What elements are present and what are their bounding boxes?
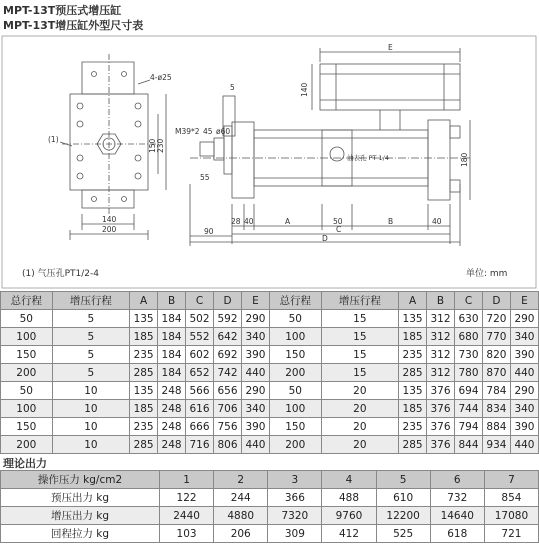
table-cell: 248 bbox=[158, 436, 186, 454]
table-cell: 5 bbox=[52, 310, 129, 328]
table-cell: 390 bbox=[510, 346, 538, 364]
table-cell: 525 bbox=[376, 525, 430, 543]
table-cell: 784 bbox=[482, 382, 510, 400]
dim-B-label: B bbox=[388, 217, 394, 226]
dim-230-label: 230 bbox=[156, 138, 165, 153]
dim-E-label: E bbox=[388, 43, 393, 52]
table-cell: 235 bbox=[130, 346, 158, 364]
table-cell: 248 bbox=[158, 418, 186, 436]
table-cell: 756 bbox=[214, 418, 242, 436]
table-cell: 552 bbox=[186, 328, 214, 346]
table-cell: 488 bbox=[322, 489, 376, 507]
table-cell: 20 bbox=[321, 382, 398, 400]
table-cell: 780 bbox=[455, 364, 483, 382]
table-cell: 200 bbox=[1, 364, 53, 382]
page-title: MPT-13T预压式增压缸 bbox=[3, 4, 122, 17]
dimension-header-cell: B bbox=[427, 292, 455, 310]
table-cell: 135 bbox=[130, 382, 158, 400]
table-cell: 706 bbox=[214, 400, 242, 418]
table-cell: 884 bbox=[482, 418, 510, 436]
table-cell: 340 bbox=[241, 400, 269, 418]
dimension-header-cell: A bbox=[130, 292, 158, 310]
table-cell: 376 bbox=[427, 418, 455, 436]
thread-60-label: ø60 bbox=[216, 127, 231, 136]
table-cell: 10 bbox=[52, 400, 129, 418]
table-cell: 6 bbox=[430, 471, 484, 489]
dimension-table bbox=[0, 291, 539, 454]
thread-m39-label: M39*2 bbox=[175, 127, 200, 136]
table-cell: 100 bbox=[1, 400, 53, 418]
dimension-header-cell: C bbox=[186, 292, 214, 310]
port-1-label: (1) bbox=[48, 135, 59, 144]
table-row bbox=[1, 507, 539, 525]
table-cell: 15 bbox=[321, 364, 398, 382]
table-cell: 666 bbox=[186, 418, 214, 436]
table-cell: 185 bbox=[130, 328, 158, 346]
table-cell: 610 bbox=[376, 489, 430, 507]
table-cell: 694 bbox=[455, 382, 483, 400]
table-cell: 5 bbox=[52, 346, 129, 364]
table-cell: 248 bbox=[158, 400, 186, 418]
table-cell: 150 bbox=[1, 418, 53, 436]
table-cell: 20 bbox=[321, 400, 398, 418]
table-cell: 200 bbox=[269, 364, 321, 382]
dimension-header-cell: 总行程 bbox=[269, 292, 321, 310]
table-cell: 15 bbox=[321, 328, 398, 346]
table-cell: 312 bbox=[427, 328, 455, 346]
thread-45-label: 45 bbox=[203, 127, 213, 136]
table-cell: 652 bbox=[186, 364, 214, 382]
table-cell: 235 bbox=[130, 418, 158, 436]
table-cell: 390 bbox=[241, 346, 269, 364]
dim-40a-label: 40 bbox=[244, 217, 254, 226]
table-cell: 185 bbox=[399, 328, 427, 346]
table-cell: 248 bbox=[158, 382, 186, 400]
table-cell: 616 bbox=[186, 400, 214, 418]
dimension-header-cell: B bbox=[158, 292, 186, 310]
table-cell: 376 bbox=[427, 436, 455, 454]
dim-140-label: 140 bbox=[102, 215, 117, 224]
table-cell: 17080 bbox=[484, 507, 538, 525]
table-cell: 14640 bbox=[430, 507, 484, 525]
dim-40b-label: 40 bbox=[432, 217, 442, 226]
dimension-header-cell: C bbox=[455, 292, 483, 310]
dim-50-label: 50 bbox=[333, 217, 343, 226]
dim-A-label: A bbox=[285, 217, 291, 226]
table-cell: 10 bbox=[52, 436, 129, 454]
table-cell: 增压出力 kg bbox=[1, 507, 160, 525]
table-cell: 642 bbox=[214, 328, 242, 346]
table-cell: 566 bbox=[186, 382, 214, 400]
table-cell: 7 bbox=[484, 471, 538, 489]
table-cell: 150 bbox=[1, 346, 53, 364]
table-cell: 2 bbox=[214, 471, 268, 489]
table-cell: 135 bbox=[130, 310, 158, 328]
table-cell: 290 bbox=[510, 382, 538, 400]
table-cell: 309 bbox=[268, 525, 322, 543]
table-cell: 680 bbox=[455, 328, 483, 346]
table-cell: 340 bbox=[510, 400, 538, 418]
dimension-header-cell: E bbox=[241, 292, 269, 310]
table-cell: 834 bbox=[482, 400, 510, 418]
table-cell: 235 bbox=[399, 346, 427, 364]
table-cell: 440 bbox=[510, 364, 538, 382]
table-cell: 100 bbox=[1, 328, 53, 346]
table-cell: 340 bbox=[241, 328, 269, 346]
table-cell: 3 bbox=[268, 471, 322, 489]
dim-D-label: D bbox=[322, 234, 328, 243]
table-cell: 5 bbox=[52, 328, 129, 346]
table-cell: 290 bbox=[241, 382, 269, 400]
table-cell: 794 bbox=[455, 418, 483, 436]
table-cell: 100 bbox=[269, 400, 321, 418]
table-row bbox=[1, 525, 539, 543]
table-cell: 656 bbox=[214, 382, 242, 400]
dim-5-label: 5 bbox=[230, 83, 235, 92]
table-cell: 630 bbox=[455, 310, 483, 328]
table-cell: 390 bbox=[510, 418, 538, 436]
force-table-header bbox=[1, 471, 539, 489]
table-row bbox=[1, 364, 539, 382]
table-cell: 720 bbox=[482, 310, 510, 328]
oil-port-label: 油表孔 PT 1/4 bbox=[347, 154, 389, 162]
dimension-table-header bbox=[1, 292, 539, 310]
table-cell: 185 bbox=[130, 400, 158, 418]
table-cell: 732 bbox=[430, 489, 484, 507]
table-cell: 692 bbox=[214, 346, 242, 364]
dimension-header-cell: 总行程 bbox=[1, 292, 53, 310]
table-cell: 10 bbox=[52, 382, 129, 400]
technical-drawing bbox=[0, 34, 539, 290]
table-cell: 312 bbox=[427, 346, 455, 364]
dimension-header-cell: E bbox=[510, 292, 538, 310]
table-cell: 50 bbox=[1, 382, 53, 400]
table-cell: 15 bbox=[321, 346, 398, 364]
table-cell: 312 bbox=[427, 364, 455, 382]
table-cell: 806 bbox=[214, 436, 242, 454]
table-cell: 50 bbox=[1, 310, 53, 328]
table-cell: 716 bbox=[186, 436, 214, 454]
table-cell: 290 bbox=[241, 310, 269, 328]
table-row bbox=[1, 418, 539, 436]
force-section-title: 理论出力 bbox=[3, 457, 47, 470]
dim-180-label: 180 bbox=[460, 152, 469, 167]
dim-200-label: 200 bbox=[102, 225, 117, 234]
table-cell: 592 bbox=[214, 310, 242, 328]
table-cell: 12200 bbox=[376, 507, 430, 525]
table-cell: 200 bbox=[1, 436, 53, 454]
table-cell: 9760 bbox=[322, 507, 376, 525]
table-row bbox=[1, 310, 539, 328]
table-cell: 390 bbox=[241, 418, 269, 436]
table-cell: 412 bbox=[322, 525, 376, 543]
table-cell: 操作压力 kg/cm2 bbox=[1, 471, 160, 489]
table-row bbox=[1, 328, 539, 346]
table-cell: 854 bbox=[484, 489, 538, 507]
table-cell: 184 bbox=[158, 310, 186, 328]
table-cell: 285 bbox=[399, 364, 427, 382]
dimension-header-cell: A bbox=[399, 292, 427, 310]
table-row bbox=[1, 400, 539, 418]
table-cell: 844 bbox=[455, 436, 483, 454]
table-cell: 50 bbox=[269, 382, 321, 400]
table-cell: 502 bbox=[186, 310, 214, 328]
table-cell: 770 bbox=[482, 328, 510, 346]
table-cell: 285 bbox=[130, 364, 158, 382]
air-port-note: (1) 气压孔PT1/2-4 bbox=[22, 269, 99, 279]
table-cell: 285 bbox=[399, 436, 427, 454]
table-cell: 312 bbox=[427, 310, 455, 328]
table-cell: 744 bbox=[455, 400, 483, 418]
table-cell: 100 bbox=[269, 328, 321, 346]
table-cell: 150 bbox=[269, 346, 321, 364]
dim-C-label: C bbox=[336, 225, 342, 234]
hole-callout-label: 4-ø25 bbox=[150, 73, 172, 82]
table-cell: 5 bbox=[52, 364, 129, 382]
table-cell: 4880 bbox=[214, 507, 268, 525]
table-row bbox=[1, 346, 539, 364]
table-cell: 366 bbox=[268, 489, 322, 507]
table-cell: 820 bbox=[482, 346, 510, 364]
table-cell: 440 bbox=[241, 436, 269, 454]
table-cell: 1 bbox=[160, 471, 214, 489]
table-row bbox=[1, 436, 539, 454]
table-cell: 730 bbox=[455, 346, 483, 364]
table-cell: 440 bbox=[510, 436, 538, 454]
table-cell: 244 bbox=[214, 489, 268, 507]
table-cell: 290 bbox=[510, 310, 538, 328]
table-cell: 150 bbox=[269, 418, 321, 436]
table-cell: 235 bbox=[399, 418, 427, 436]
table-cell: 742 bbox=[214, 364, 242, 382]
page-subtitle: MPT-13T增压缸外型尺寸表 bbox=[3, 19, 144, 32]
table-cell: 206 bbox=[214, 525, 268, 543]
dim-55-label: 55 bbox=[200, 173, 210, 182]
table-cell: 135 bbox=[399, 382, 427, 400]
table-cell: 184 bbox=[158, 328, 186, 346]
table-cell: 721 bbox=[484, 525, 538, 543]
table-cell: 376 bbox=[427, 382, 455, 400]
table-cell: 135 bbox=[399, 310, 427, 328]
table-cell: 5 bbox=[376, 471, 430, 489]
dim-28-label: 28 bbox=[231, 217, 241, 226]
dimension-header-cell: D bbox=[482, 292, 510, 310]
table-cell: 440 bbox=[241, 364, 269, 382]
table-cell: 预压出力 kg bbox=[1, 489, 160, 507]
dim-140v-label: 140 bbox=[300, 82, 309, 97]
table-cell: 10 bbox=[52, 418, 129, 436]
table-cell: 15 bbox=[321, 310, 398, 328]
dimension-header-cell: 增压行程 bbox=[52, 292, 129, 310]
table-cell: 200 bbox=[269, 436, 321, 454]
table-row bbox=[1, 382, 539, 400]
table-cell: 376 bbox=[427, 400, 455, 418]
dim-150-label: 150 bbox=[148, 138, 157, 153]
table-cell: 103 bbox=[160, 525, 214, 543]
table-cell: 340 bbox=[510, 328, 538, 346]
table-cell: 184 bbox=[158, 364, 186, 382]
table-cell: 122 bbox=[160, 489, 214, 507]
table-cell: 934 bbox=[482, 436, 510, 454]
force-table bbox=[0, 470, 539, 543]
table-cell: 20 bbox=[321, 418, 398, 436]
table-cell: 870 bbox=[482, 364, 510, 382]
table-cell: 285 bbox=[130, 436, 158, 454]
unit-note: 单位: mm bbox=[466, 269, 508, 279]
table-cell: 2440 bbox=[160, 507, 214, 525]
table-cell: 4 bbox=[322, 471, 376, 489]
table-cell: 50 bbox=[269, 310, 321, 328]
dimension-header-cell: D bbox=[214, 292, 242, 310]
table-cell: 20 bbox=[321, 436, 398, 454]
table-cell: 185 bbox=[399, 400, 427, 418]
table-cell: 7320 bbox=[268, 507, 322, 525]
table-cell: 618 bbox=[430, 525, 484, 543]
table-cell: 602 bbox=[186, 346, 214, 364]
table-cell: 回程拉力 kg bbox=[1, 525, 160, 543]
dimension-header-cell: 增压行程 bbox=[321, 292, 398, 310]
table-row bbox=[1, 489, 539, 507]
table-cell: 184 bbox=[158, 346, 186, 364]
dim-90-label: 90 bbox=[204, 227, 214, 236]
